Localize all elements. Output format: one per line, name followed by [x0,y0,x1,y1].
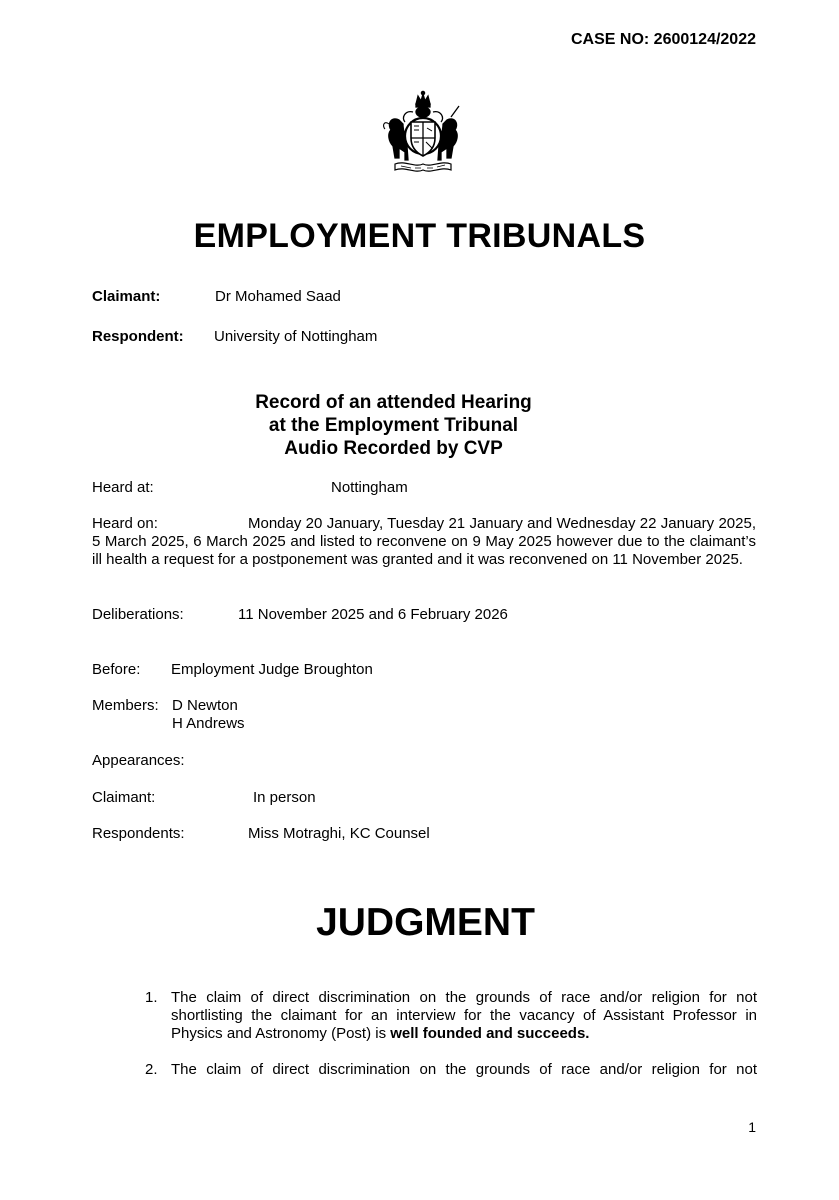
judgment-item-text: The claim of direct discrimination on the grounds of race and/or religion for not [171,1061,757,1078]
appearance-claimant-label: Claimant: [92,789,156,806]
judgment-heading: JUDGMENT [316,901,535,944]
heard-on-label: Heard on: [92,515,158,532]
respondent-label: Respondent: [92,328,184,345]
appearance-respondents-label: Respondents: [92,825,185,842]
claimant-label: Claimant: [92,288,161,305]
appearances-label: Appearances: [92,752,185,769]
judgment-item [171,1061,757,1079]
judgment-item-text: The claim of direct discrimination on the grounds of race and/or religion for not shortlisting the claimant for an interview for the vacancy of Assistant Professor in Physics and Astronomy (Post) is [171,989,757,1042]
document-title: EMPLOYMENT TRIBUNALS [193,217,646,255]
record-title-line: at the Employment Tribunal [268,415,519,436]
item-number: 2. [145,1061,158,1078]
deliberations-label: Deliberations: [92,606,184,623]
case-number: CASE NO: 2600124/2022 [571,31,756,48]
record-title-line: Audio Recorded by CVP [284,438,503,459]
appearance-claimant-value: In person [253,789,316,806]
before-label: Before: [92,661,141,678]
heard-on-value: Monday 20 January, Tuesday 21 January and Wednesday 22 January 2025, 5 March 2025, 6 March 2025 and listed to reconvene on 9 May 2025 however due to the claimant’s ill health a request for a postponement was granted and it was reconvened on 11 November 2025. [92,515,756,568]
royal-coat-of-arms-icon [375,90,471,176]
heard-on-paragraph [92,515,756,569]
heard-at-label: Heard at: [92,479,154,496]
before-value: Employment Judge Broughton [171,661,373,678]
record-title [0,391,787,460]
page-number: 1 [748,1119,756,1135]
judgment-item-emphasis: well founded and succeeds. [390,1025,590,1042]
member-name: H Andrews [172,715,245,732]
member-name: D Newton [172,697,238,714]
respondent-name: University of Nottingham [214,328,378,345]
judgment-item [171,989,757,1043]
members-label: Members: [92,697,159,714]
claimant-name: Dr Mohamed Saad [215,288,341,305]
heard-at-value: Nottingham [331,479,408,496]
deliberations-value: 11 November 2025 and 6 February 2026 [238,606,508,623]
appearance-respondents-value: Miss Motraghi, KC Counsel [248,825,430,842]
item-number: 1. [145,989,158,1006]
record-title-line: Record of an attended Hearing [255,392,532,413]
